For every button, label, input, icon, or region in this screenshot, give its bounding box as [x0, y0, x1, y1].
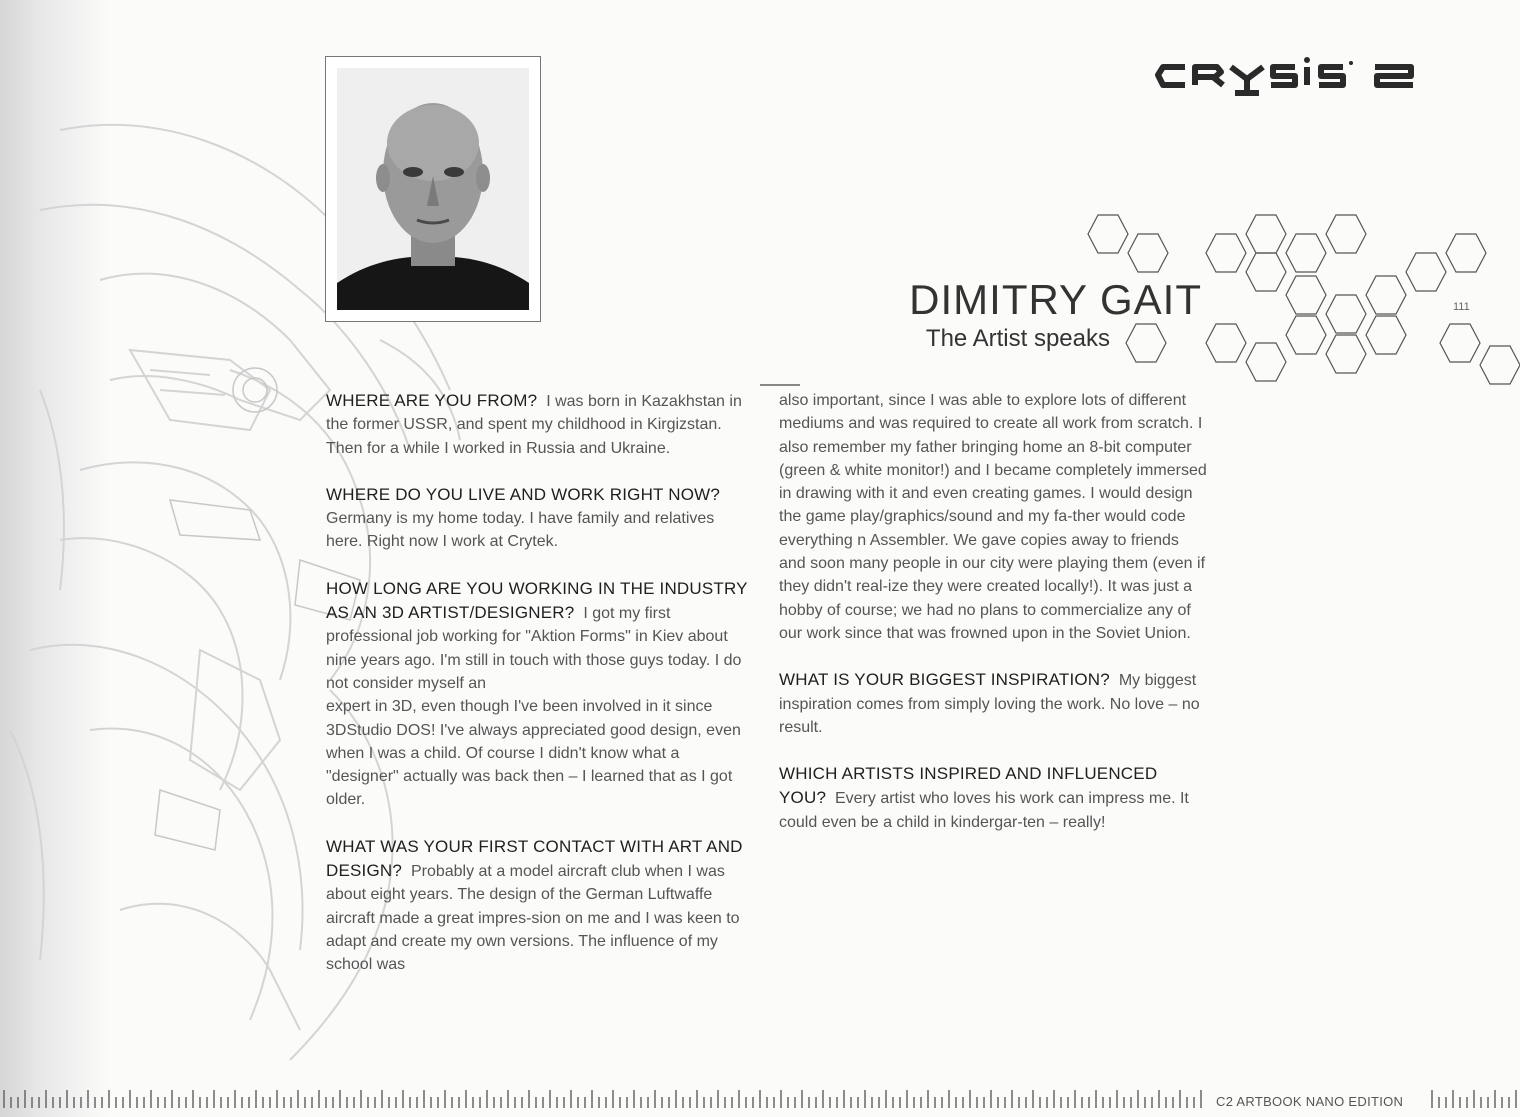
crysis2-logo — [1155, 55, 1420, 100]
answer-continuation-text: also important, since I was able to explore lots of different mediums and was required to create all work from scratch. I also remember my father bringing home an 8-bit computer (green & white monitor!) and I became completely immersed in drawing with it and even creating games. I would design the game play/graphics/sound and my fa-ther would code everything n Assembler. We gave copies away to friends and soon many people in our city were playing them (even if they didn't real-ize they were created locally!). It was just a hobby of course; we had no plans to commercialize any of our work since that was frowned upon in the Soviet Union. — [779, 392, 1207, 642]
page-number: 111 — [1453, 301, 1470, 313]
question-heading: HOW LONG ARE YOU WORKING IN THE INDUSTRY AS AN 3D ARTIST/DESIGNER? — [326, 578, 748, 623]
divider-stroke — [760, 384, 800, 386]
qa-block — [779, 762, 1207, 834]
question-heading: WHICH ARTISTS INSPIRED AND INFLUENCED YOU? — [779, 764, 1158, 808]
answer-text: My biggest inspiration comes from simply loving the work. No love – no result. — [779, 672, 1200, 736]
footer-edition-label: C2 ARTBOOK NANO EDITION — [1212, 1094, 1407, 1109]
answer-text: Every artist who loves his work can impress me. It could even be a child in kindergar-ten – really! — [779, 790, 1189, 831]
question-heading: WHERE DO YOU LIVE AND WORK RIGHT NOW? — [326, 484, 721, 504]
answer-text-continued: expert in 3D, even though I've been involved in it since 3DStudio DOS! I've always appreciated good design, even when I was a child. Of course I didn't know what a "designer" actually was back then – I learned that as I got older. — [326, 698, 741, 809]
page-subtitle: The Artist speaks — [925, 325, 1110, 352]
portrait-photo-frame — [325, 56, 541, 322]
qa-block — [326, 483, 754, 554]
answer-text: Probably at a model aircraft club when I was about eight years. The design of the German Luftwaffe aircraft made a great impres-sion on me and I was keen to adapt and create my own versions. The influence of my school was — [326, 863, 740, 974]
interview-right-column — [779, 389, 1207, 857]
artist-name-title: DIMITRY GAIT — [909, 276, 1202, 323]
answer-text: Germany is my home today. I have family and relatives here. Right now I work at Crytek. — [326, 510, 715, 551]
question-heading: WHAT IS YOUR BIGGEST INSPIRATION? — [779, 670, 1110, 690]
portrait-photo — [337, 68, 529, 310]
question-heading: WHERE ARE YOU FROM? — [326, 391, 538, 410]
interview-left-column — [326, 389, 754, 1000]
question-heading: WHAT WAS YOUR FIRST CONTACT WITH ART AND DESIGN? — [326, 836, 743, 881]
qa-block — [779, 668, 1207, 739]
qa-block — [326, 835, 754, 977]
qa-block — [326, 389, 754, 460]
answer-text: I was born in Kazakhstan in the former USSR, and spent my childhood in Kirgizstan. Then for a while I worked in Russia and Ukraine. — [326, 393, 742, 457]
qa-block — [326, 577, 754, 812]
answer-text: I got my first professional job working for "Aktion Forms" in Kiev about nine years ago. I'm still in touch with those guys today. I do not consider myself an — [326, 605, 742, 692]
